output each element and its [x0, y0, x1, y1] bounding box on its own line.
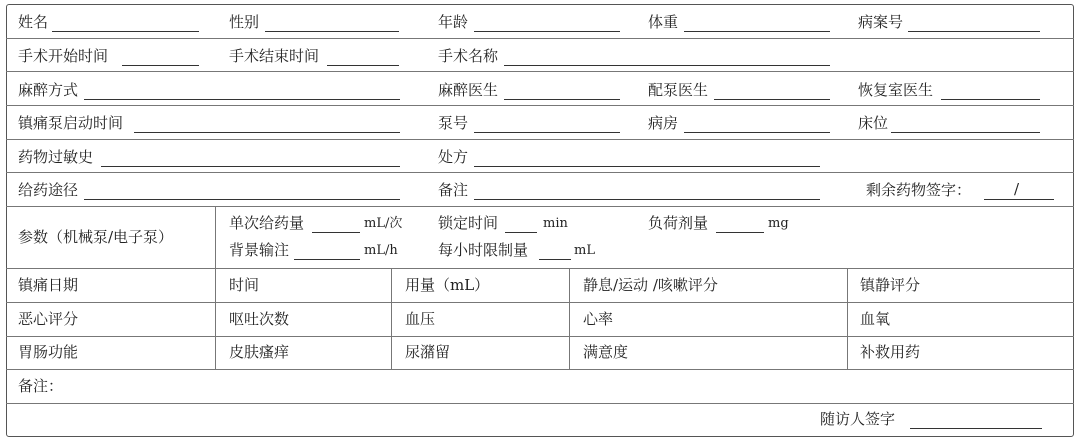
label-prescription: 处方 [438, 148, 469, 166]
label-hourly-limit: 每小时限制量 [438, 241, 529, 259]
row-divider [6, 268, 1074, 269]
loading-dose-unit: mg [768, 216, 789, 231]
label-case-no: 病案号 [858, 13, 904, 31]
gender-field[interactable] [265, 31, 399, 32]
grid-cell: 静息/运动 /咳嗽评分 [583, 276, 718, 294]
bolus-field[interactable] [312, 232, 360, 233]
col-divider [569, 268, 570, 369]
followup-sign-field[interactable] [910, 428, 1042, 429]
label-pump-no: 泵号 [438, 114, 469, 132]
row-divider [6, 172, 1074, 173]
anesthetist-field[interactable] [504, 99, 620, 100]
label-loading-dose: 负荷剂量 [648, 214, 709, 232]
pump-start-time-field[interactable] [134, 132, 400, 133]
grid-cell: 血氧 [860, 310, 891, 328]
form-frame [6, 4, 1074, 437]
label-weight: 体重 [648, 13, 679, 31]
hourly-limit-unit: mL [574, 243, 595, 258]
row-divider [6, 403, 1074, 404]
case-no-field[interactable] [908, 31, 1040, 32]
label-recovery-doctor: 恢复室医生 [858, 81, 934, 99]
label-pump-params: 参数（机械泵/电子泵） [18, 228, 174, 246]
grid-cell: 皮肤瘙痒 [229, 343, 290, 361]
grid-cell: 时间 [229, 276, 260, 294]
age-field[interactable] [474, 31, 620, 32]
grid-cell: 镇痛日期 [18, 276, 79, 294]
label-anesthesia-method: 麻醉方式 [18, 81, 79, 99]
label-bed: 床位 [858, 114, 889, 132]
residual-drug-sign-field[interactable] [984, 199, 1054, 200]
background-infusion-field[interactable] [294, 259, 360, 260]
label-name: 姓名 [18, 13, 49, 31]
label-pump-start-time: 镇痛泵启动时间 [18, 114, 124, 132]
row-divider [6, 139, 1074, 140]
grid-cell: 呕吐次数 [229, 310, 290, 328]
ward-field[interactable] [684, 132, 830, 133]
grid-cell: 满意度 [583, 343, 629, 361]
label-gender: 性别 [229, 13, 260, 31]
name-field[interactable] [52, 31, 199, 32]
label-pump-doctor: 配泵医生 [648, 81, 709, 99]
label-note: 备注 [438, 181, 469, 199]
op-start-time-field[interactable] [122, 65, 199, 66]
anesthesia-method-field[interactable] [84, 99, 400, 100]
grid-cell: 血压 [405, 310, 436, 328]
loading-dose-field[interactable] [716, 232, 764, 233]
label-drug-allergy: 药物过敏史 [18, 148, 94, 166]
row-divider [6, 302, 1074, 303]
drug-allergy-field[interactable] [101, 166, 400, 167]
row-divider [6, 206, 1074, 207]
label-bolus: 单次给药量 [229, 214, 305, 232]
background-infusion-unit: mL/h [364, 243, 398, 258]
col-divider [215, 206, 216, 369]
row-divider [6, 38, 1074, 39]
grid-cell: 恶心评分 [18, 310, 79, 328]
note-field[interactable] [474, 199, 820, 200]
pump-no-field[interactable] [474, 132, 620, 133]
grid-cell: 镇静评分 [860, 276, 921, 294]
lockout-field[interactable] [505, 232, 537, 233]
label-followup-sign: 随访人签字 [820, 410, 896, 428]
row-divider [6, 71, 1074, 72]
row-divider [6, 105, 1074, 106]
label-op-start-time: 手术开始时间 [18, 47, 109, 65]
label-route: 给药途径 [18, 181, 79, 199]
label-lockout: 锁定时间 [438, 214, 499, 232]
grid-cell: 心率 [583, 310, 614, 328]
recovery-doctor-field[interactable] [941, 99, 1040, 100]
label-background-infusion: 背景输注 [229, 241, 290, 259]
grid-cell: 用量（mL） [405, 276, 490, 294]
grid-cell: 补救用药 [860, 343, 921, 361]
row-divider [6, 369, 1074, 370]
label-op-end-time: 手术结束时间 [229, 47, 320, 65]
grid-cell: 胃肠功能 [18, 343, 79, 361]
col-divider [847, 268, 848, 369]
weight-field[interactable] [684, 31, 830, 32]
label-remarks: 备注： [18, 377, 64, 395]
label-anesthetist: 麻醉医生 [438, 81, 499, 99]
prescription-field[interactable] [474, 166, 820, 167]
label-ward: 病房 [648, 114, 679, 132]
grid-cell: 尿潴留 [405, 343, 451, 361]
lockout-unit: min [543, 216, 568, 231]
op-end-time-field[interactable] [327, 65, 399, 66]
bed-field[interactable] [891, 132, 1040, 133]
label-op-name: 手术名称 [438, 47, 499, 65]
pump-doctor-field[interactable] [714, 99, 830, 100]
route-field[interactable] [84, 199, 400, 200]
op-name-field[interactable] [504, 65, 830, 66]
bolus-unit: mL/次 [364, 216, 403, 231]
residual-slash: / [1014, 180, 1020, 198]
label-age: 年龄 [438, 13, 469, 31]
col-divider [391, 268, 392, 369]
row-divider [6, 336, 1074, 337]
hourly-limit-field[interactable] [539, 259, 571, 260]
label-residual-drug-sign: 剩余药物签字： [866, 181, 972, 199]
